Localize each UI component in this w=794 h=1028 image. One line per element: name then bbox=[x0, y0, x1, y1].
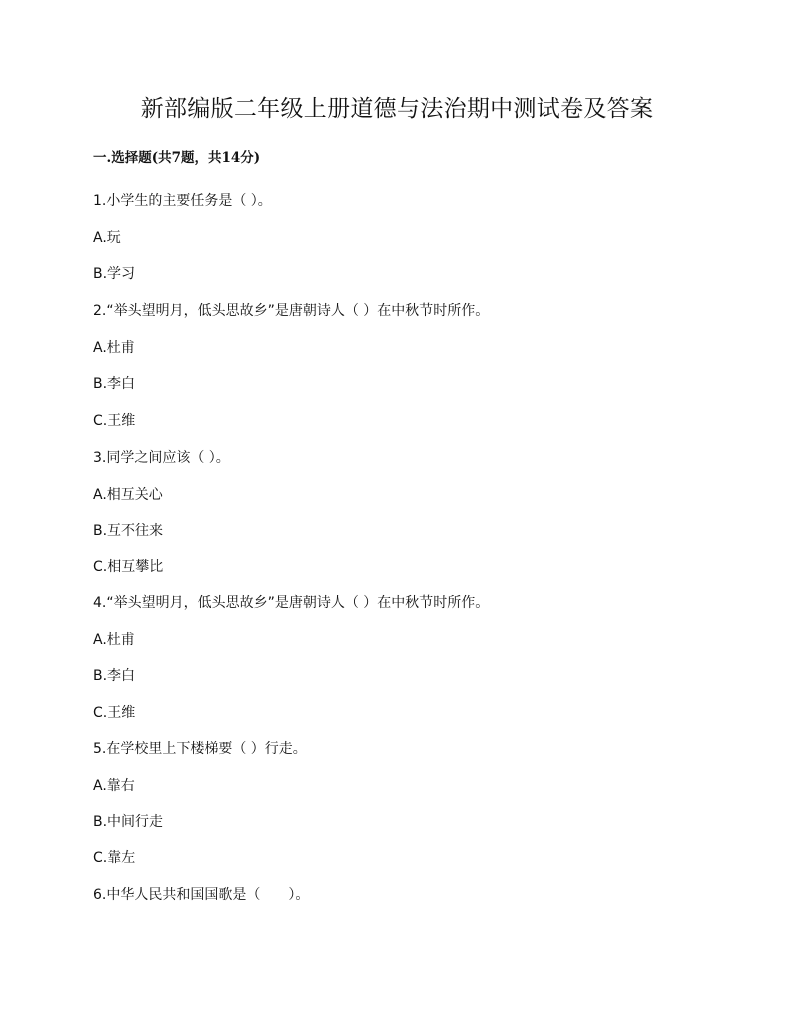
question-2-stem: 2.“举头望明月，低头思故乡”是唐朝诗人（ ）在中秋节时所作。 bbox=[93, 303, 490, 319]
question-4-option-a: A.杜甫 bbox=[93, 632, 135, 648]
question-1-option-b: B.学习 bbox=[93, 266, 136, 282]
question-3-option-c: C.相互攀比 bbox=[93, 559, 164, 575]
question-2-option-a: A.杜甫 bbox=[93, 340, 135, 356]
question-5-stem: 5.在学校里上下楼梯要（ ）行走。 bbox=[93, 741, 307, 757]
section-heading: 一.选择题(共7题，共14分) bbox=[93, 150, 261, 166]
question-2-option-c: C.王维 bbox=[93, 413, 136, 429]
question-5-option-a: A.靠右 bbox=[93, 778, 135, 794]
question-4-option-c: C.王维 bbox=[93, 705, 136, 721]
question-3-stem: 3.同学之间应该（ ）。 bbox=[93, 450, 230, 466]
question-4-stem: 4.“举头望明月，低头思故乡”是唐朝诗人（ ）在中秋节时所作。 bbox=[93, 595, 490, 611]
question-5-option-b: B.中间行走 bbox=[93, 814, 164, 830]
question-3-option-a: A.相互关心 bbox=[93, 487, 163, 503]
question-4-option-b: B.李白 bbox=[93, 668, 136, 684]
document-title: 新部编版二年级上册道德与法治期中测试卷及答案 bbox=[140, 96, 654, 122]
question-3-option-b: B.互不往来 bbox=[93, 523, 164, 539]
question-6-stem: 6.中华人民共和国国歌是（ ）。 bbox=[93, 887, 310, 903]
question-5-option-c: C.靠左 bbox=[93, 850, 136, 866]
question-2-option-b: B.李白 bbox=[93, 376, 136, 392]
question-1-stem: 1.小学生的主要任务是（ ）。 bbox=[93, 193, 272, 209]
question-1-option-a: A.玩 bbox=[93, 230, 121, 246]
